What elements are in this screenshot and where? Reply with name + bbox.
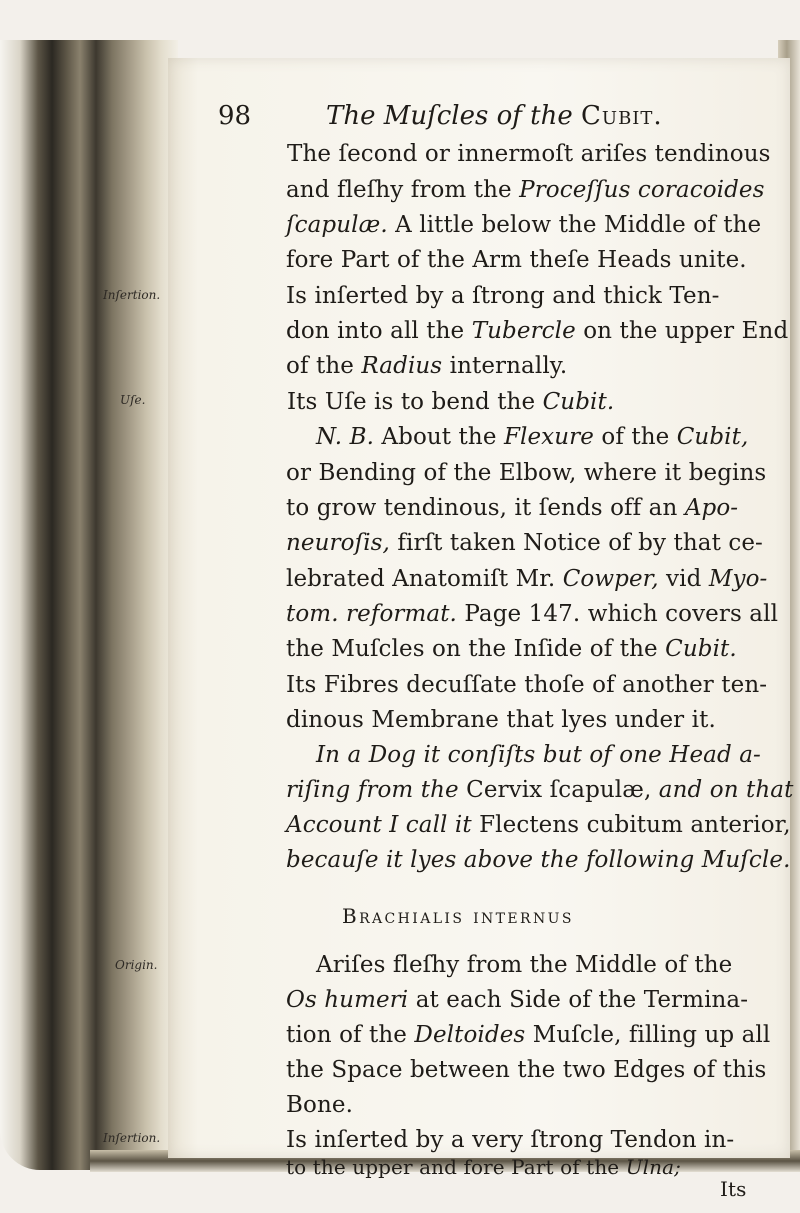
text-line: ſcapulæ. A little below the Middle of the bbox=[286, 212, 762, 238]
text-line: Its Uſe is to bend the Cubit. bbox=[287, 389, 615, 415]
text-line: and fleſhy from the Proceſſus coracoides bbox=[286, 177, 765, 203]
text-line: Its Fibres decuſſate thoſe of another ten- bbox=[286, 672, 768, 698]
text-line: or Bending of the Elbow, where it begins bbox=[286, 460, 767, 486]
page-number: 98 bbox=[218, 101, 252, 131]
text-line: becauſe it lyes above the following Muſcle. bbox=[286, 847, 791, 873]
text-line: the Muſcles on the Inſide of the Cubit. bbox=[286, 636, 737, 662]
running-title-caps: Cubit. bbox=[581, 101, 663, 131]
text-line: tom. reformat. Page 147. which covers all bbox=[286, 601, 779, 627]
text-line: the Space between the two Edges of this bbox=[286, 1057, 767, 1083]
text-line: N. B. About the Flexure of the Cubit, bbox=[316, 424, 749, 450]
text-line: riſing from the Cervix ſcapulæ, and on that bbox=[286, 777, 794, 803]
running-header bbox=[218, 101, 663, 131]
text-line: Ariſes fleſhy from the Middle of the bbox=[316, 952, 733, 978]
margin-note-insertion: Inſertion. bbox=[103, 288, 161, 302]
text-line: tion of the Deltoides Muſcle, filling up all bbox=[286, 1022, 771, 1048]
margin-note-use: Uſe. bbox=[120, 393, 146, 407]
text-line: lebrated Anatomiſt Mr. Cowper, vid Myo- bbox=[286, 566, 768, 592]
text-line: In a Dog it conſiſts but of one Head a- bbox=[316, 742, 761, 768]
text-line: of the Radius internally. bbox=[286, 353, 568, 379]
text-line: fore Part of the Arm theſe Heads unite. bbox=[286, 247, 747, 273]
text-line: to the upper and fore Part of the Ulna; bbox=[286, 1155, 681, 1179]
text-line: Is inſerted by a very ſtrong Tendon in- bbox=[286, 1127, 735, 1153]
text-line: The ſecond or innermoſt ariſes tendinous bbox=[287, 141, 771, 167]
text-line: neuroſis, firſt taken Notice of by that ce- bbox=[286, 530, 763, 556]
text-line: Os humeri at each Side of the Termina- bbox=[286, 987, 749, 1013]
section-heading: Brachialis internus bbox=[342, 904, 574, 928]
text-line: Bone. bbox=[286, 1092, 353, 1118]
margin-note-origin: Origin. bbox=[115, 958, 158, 972]
bottom-area bbox=[0, 1156, 800, 1213]
running-title: The Muſcles of the bbox=[326, 101, 581, 131]
text-line: Is inſerted by a ſtrong and thick Ten- bbox=[286, 283, 720, 309]
text-line: dinous Membrane that lyes under it. bbox=[286, 707, 716, 733]
margin-note-insertion: Inſertion. bbox=[103, 1131, 161, 1145]
text-line: to grow tendinous, it ſends off an Apo- bbox=[286, 495, 739, 521]
catchword: Its bbox=[720, 1177, 747, 1201]
text-line: Account I call it Flectens cubitum anterior, bbox=[286, 812, 791, 838]
text-line: don into all the Tubercle on the upper End bbox=[286, 318, 789, 344]
